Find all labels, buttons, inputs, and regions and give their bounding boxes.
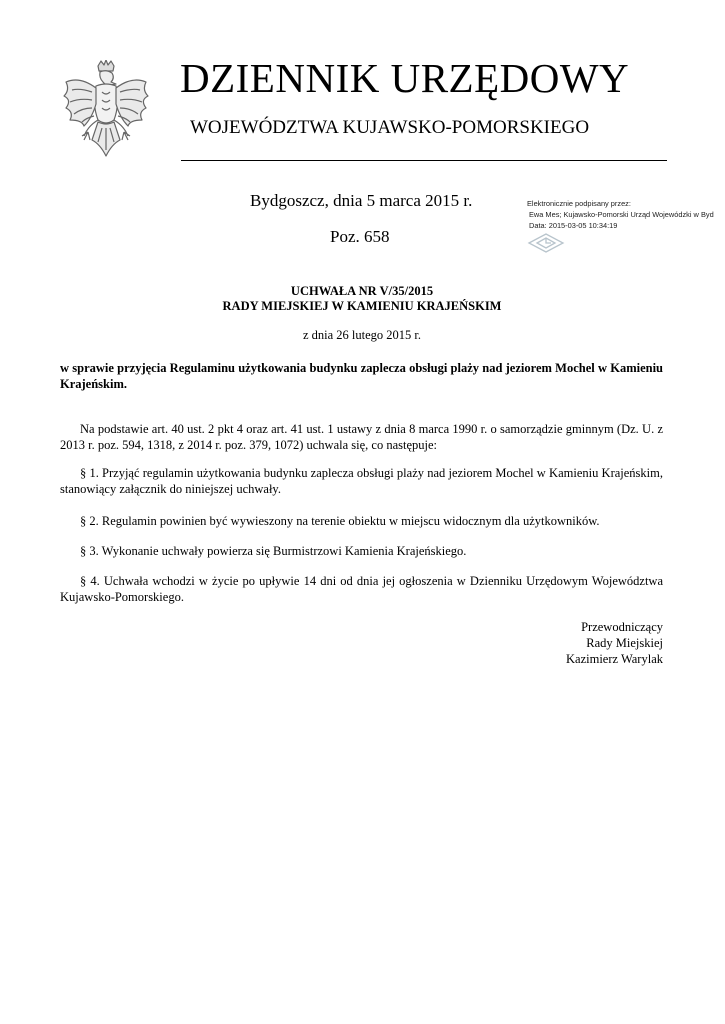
resolution-council: RADY MIEJSKIEJ W KAMIENIU KRAJEŃSKIM: [222, 299, 502, 313]
paragraph-text: § 2. Regulamin powinien być wywieszony na terenie obiektu w miejscu widocznym dla użytkowników.: [80, 514, 600, 528]
signature-line-1: Elektronicznie podpisany przez:: [527, 199, 631, 208]
signer-role: Przewodniczący: [581, 620, 663, 634]
journal-title: DZIENNIK URZĘDOWY: [180, 55, 630, 101]
section-3-paragraph: [60, 543, 663, 559]
signer-name: Kazimierz Warylak: [566, 652, 663, 666]
header-divider: [181, 160, 667, 161]
signer-council: Rady Miejskiej: [586, 636, 663, 650]
resolution-subject: w sprawie przyjęcia Regulaminu użytkowania budynku zaplecza obsługi plaży nad jeziorem Mochel w Kamieniu Krajeńskim.: [60, 361, 663, 391]
paragraph-text: § 4. Uchwała wchodzi w życie po upływie 14 dni od dnia jej ogłoszenia w Dzienniku Urzędowym Województwa Kujawsko-Pomorskiego.: [60, 574, 663, 604]
section-4-paragraph: [60, 573, 663, 605]
section-2-paragraph: [60, 513, 663, 529]
paragraph-text: Na podstawie art. 40 ust. 2 pkt 4 oraz art. 41 ust. 1 ustawy z dnia 8 marca 1990 r. o samorządzie gminnym (Dz. U. z 2013 r. poz. 594, 1318, z 2014 r. poz. 379, 1072) uchwala się, co następuje:: [60, 422, 663, 452]
paragraph-text: § 1. Przyjąć regulamin użytkowania budynku zaplecza obsługi plaży nad jeziorem Mochel w Kamieniu Krajeńskim, stanowiący załącznik do niniejszej uchwały.: [60, 466, 663, 496]
signature-line-2: Ewa Mes; Kujawsko-Pomorski Urząd Wojewódzki w Byd: [529, 210, 714, 219]
section-1-paragraph: [60, 465, 663, 497]
resolution-title: [60, 284, 664, 314]
signature-mark-icon: [527, 232, 565, 254]
resolution-date: z dnia 26 lutego 2015 r.: [302, 328, 422, 342]
resolution-number: UCHWAŁA NR V/35/2015: [290, 284, 434, 298]
position-number: Poz. 658: [330, 227, 390, 246]
journal-subtitle: WOJEWÓDZTWA KUJAWSKO-POMORSKIEGO: [190, 117, 590, 138]
legal-basis-paragraph: [60, 421, 663, 453]
polish-eagle-emblem-icon: [60, 60, 152, 168]
signature-line-3: Data: 2015-03-05 10:34:19: [529, 221, 618, 230]
paragraph-text: § 3. Wykonanie uchwały powierza się Burmistrzowi Kamienia Krajeńskiego.: [80, 544, 467, 558]
signature-block: [460, 619, 663, 667]
electronic-signature-info: [527, 198, 717, 231]
place-and-date: Bydgoszcz, dnia 5 marca 2015 r.: [250, 191, 473, 210]
